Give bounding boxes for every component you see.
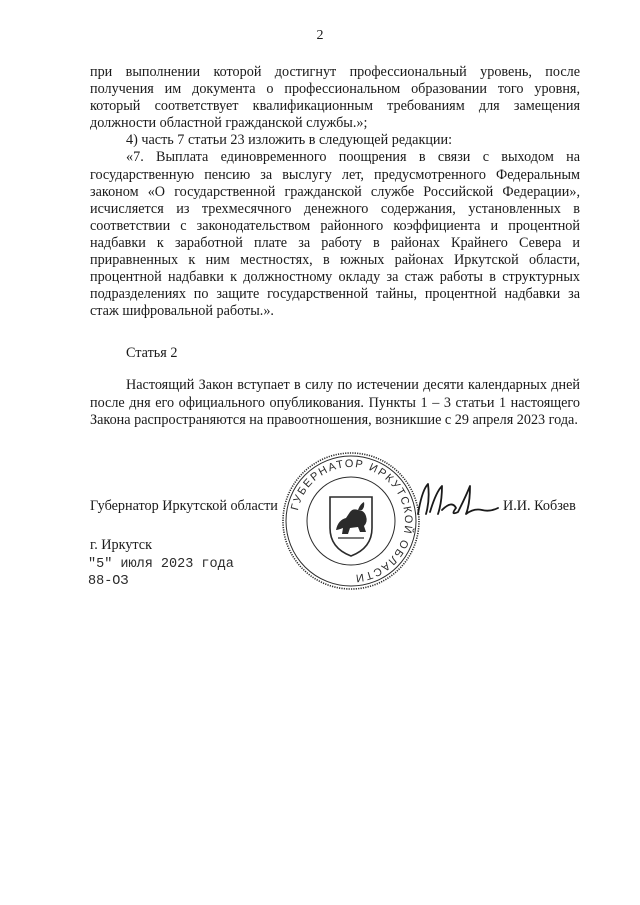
- article-text: [90, 377, 580, 430]
- governor-name: И.И. Кобзев: [503, 498, 576, 514]
- irkutsk-coat-of-arms-icon: [330, 497, 372, 556]
- handwritten-signature: [412, 478, 502, 524]
- document-body: [90, 64, 580, 320]
- law-number: 88-ОЗ: [88, 574, 129, 589]
- paragraph-continuation: при выполнении которой достигнут профессиональный уровень, после получения им документа о профессиональном образовании того уровня, который соответствует квалификационным требованиям для замещения должности областной гражданской службы.»;: [90, 64, 580, 132]
- page-number: 2: [316, 28, 324, 43]
- article-heading: Статья 2: [126, 345, 178, 361]
- governor-title: Губернатор Иркутской области: [90, 498, 278, 514]
- official-seal: [280, 450, 422, 592]
- article-paragraph: Настоящий Закон вступает в силу по истечении десяти календарных дней после дня его официального опубликования. Пункты 1 – 3 статьи 1 настоящего Закона распространяются на правоотношения, возникшие с 29 апреля 2023 года.: [90, 377, 580, 429]
- city: г. Иркутск: [90, 537, 152, 553]
- seal-ring-text: ГУБЕРНАТОР ИРКУТСКОЙ ОБЛАСТИ: [289, 457, 415, 585]
- signing-date: "5" июля 2023 года: [88, 557, 234, 572]
- paragraph-amendment-intro: 4) часть 7 статьи 23 изложить в следующей редакции:: [126, 132, 453, 149]
- paragraph-amendment-text: «7. Выплата единовременного поощрения в связи с выходом на государственную пенсию за выслугу лет, предусмотренного Федеральным законом «О государственной гражданской службе Российской Федерации», исчисляется из трехмесячного денежного содержания, установленных в соответствии с законодательством районного коэффициента и процентной надбавки к заработной плате за работу в районах Крайнего Севера и приравненных к ним местностях, в южных районах Иркутской области, процентной надбавки к должностному окладу за стаж работы в структурных подразделениях по защите государственной тайны, процентной надбавки за стаж шифровальной работы.».: [90, 149, 580, 320]
